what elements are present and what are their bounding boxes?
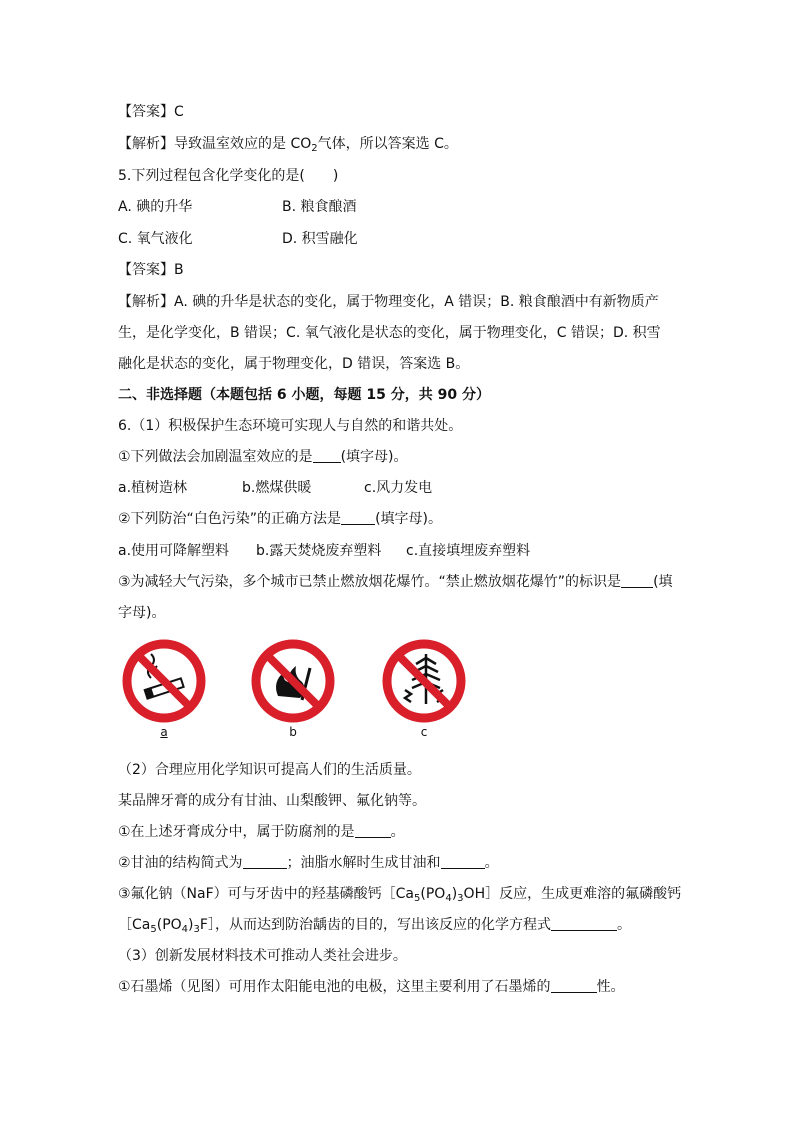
analysis-text: 导致温室效应的是 CO	[174, 136, 312, 152]
q6-sub2-option-a: a.使用可降解塑料	[118, 543, 230, 559]
q5-analysis-line-1	[118, 292, 659, 312]
answer-value: B	[174, 262, 184, 278]
q6-part2-q3-cont	[118, 915, 631, 940]
question-text: 。	[390, 824, 405, 840]
no-smoking-sign-icon	[121, 638, 207, 724]
q6-sub1	[118, 447, 408, 467]
answer-tag: 【答案】	[118, 262, 174, 278]
subscript: 4	[445, 893, 452, 904]
q4-analysis	[118, 134, 458, 159]
subscript: 2	[311, 143, 318, 154]
sign-label-a: a	[160, 725, 168, 739]
question-text: ①下列做法会加剧温室效应的是	[118, 449, 313, 465]
q5-option-b: B. 粮食酿酒	[282, 199, 357, 215]
q6-sub1-option-c: c.风力发电	[364, 480, 433, 496]
q6-sub1-option-a: a.植树造林	[118, 480, 188, 496]
question-text: ③为减轻大气污染，多个城市已禁止燃放烟花爆竹。“禁止燃放烟花爆竹”的标识是	[118, 574, 622, 590]
question-text: 。	[616, 917, 631, 933]
answer-blank[interactable]	[441, 854, 485, 869]
answer-blank[interactable]	[243, 854, 287, 869]
subscript: 5	[414, 893, 421, 904]
question-text: OH］反应，生成更难溶的氟磷酸钙	[463, 886, 682, 902]
q6-sub3-cont: 字母)。	[118, 605, 166, 621]
answer-blank[interactable]	[341, 510, 375, 525]
q5-option-d: D. 积雪融化	[282, 231, 358, 247]
q6-sub2-option-b: b.露天焚烧废弃塑料	[256, 543, 382, 559]
subscript: 4	[181, 924, 189, 935]
q5-option-c: C. 氧气液化	[118, 231, 193, 247]
analysis-tag: 【解析】	[118, 294, 174, 310]
q6-part2-q1	[118, 822, 405, 842]
question-text: )	[451, 886, 458, 902]
answer-blank[interactable]	[621, 573, 653, 588]
q5-analysis-line-2: 生，是化学变化，B 错误；C. 氧气液化是状态的变化，属于物理变化，C 错误；D. 积雪	[118, 325, 661, 341]
q6-part3-q1	[118, 977, 625, 997]
no-fireworks-sign-icon	[381, 638, 467, 724]
sign-label-b: b	[289, 725, 297, 739]
question-text: ①在上述牙膏成分中，属于防腐剂的是	[118, 824, 355, 840]
q5-option-a: A. 碘的升华	[118, 199, 193, 215]
sign-label-c: c	[420, 725, 428, 739]
subscript: 3	[457, 893, 464, 904]
question-text: ③氟化钠（NaF）可与牙齿中的羟基磷酸钙［Ca	[118, 886, 415, 902]
question-text: (填	[653, 574, 673, 590]
q5-answer	[118, 260, 184, 280]
question-text: ①石墨烯（见图）可用作太阳能电池的电极，这里主要利用了石墨烯的	[118, 979, 551, 995]
analysis-text: A. 碘的升华是状态的变化，属于物理变化，A 错误；B. 粮食酿酒中有新物质产	[174, 294, 659, 310]
subscript: 3	[193, 924, 200, 935]
question-text: (填字母)。	[375, 511, 442, 527]
q6-sub2	[118, 509, 442, 529]
q6-sub1-option-b: b.燃煤供暖	[242, 480, 312, 496]
question-text: ②甘油的结构简式为	[118, 855, 243, 871]
question-text: )	[188, 917, 194, 933]
answer-blank[interactable]	[313, 448, 341, 463]
question-text: ；油脂水解时生成甘油和	[286, 855, 441, 871]
answer-tag: 【答案】	[118, 104, 174, 120]
answer-blank[interactable]	[551, 916, 617, 931]
question-text: 。	[484, 855, 499, 871]
q6-part2-intro: （2）合理应用化学知识可提高人们的生活质量。	[118, 762, 421, 778]
analysis-tag: 【解析】	[118, 136, 174, 152]
no-open-flame-sign-icon	[250, 638, 336, 724]
answer-blank[interactable]	[355, 823, 391, 838]
question-text: 性。	[596, 979, 625, 995]
q5-analysis-line-3: 融化是状态的变化，属于物理变化，D 错误，答案选 B。	[118, 356, 470, 372]
question-text: (PO	[156, 917, 182, 933]
q6-part1-intro: 6.（1）积极保护生态环境可实现人与自然的和谐共处。	[118, 418, 463, 434]
question-text: (PO	[420, 886, 446, 902]
q5-stem: 5.下列过程包含化学变化的是( )	[118, 168, 339, 184]
question-text: (填字母)。	[340, 449, 408, 465]
q6-part2-q2	[118, 853, 499, 873]
q6-part2-q3	[118, 884, 681, 909]
question-text: ②下列防治“白色污染”的正确方法是	[118, 511, 342, 527]
answer-value: C	[174, 104, 184, 120]
subscript: 5	[150, 924, 157, 935]
q6-part3-intro: （3）创新发展材料技术可推动人类社会进步。	[118, 948, 407, 964]
analysis-text: 气体，所以答案选 C。	[317, 136, 458, 152]
section-title: 二、非选择题（本题包括 6 小题，每题 15 分，共 90 分）	[118, 387, 490, 403]
q4-answer	[118, 102, 184, 122]
question-text: ［Ca	[118, 917, 151, 933]
q6-part2-context: 某品牌牙膏的成分有甘油、山梨酸钾、氟化钠等。	[118, 793, 426, 809]
answer-blank[interactable]	[551, 978, 597, 993]
q6-sub3	[118, 572, 673, 592]
question-text: F］，从而达到防治龋齿的目的，写出该反应的化学方程式	[199, 917, 551, 933]
q6-sub2-option-c: c.直接填埋废弃塑料	[406, 543, 531, 559]
